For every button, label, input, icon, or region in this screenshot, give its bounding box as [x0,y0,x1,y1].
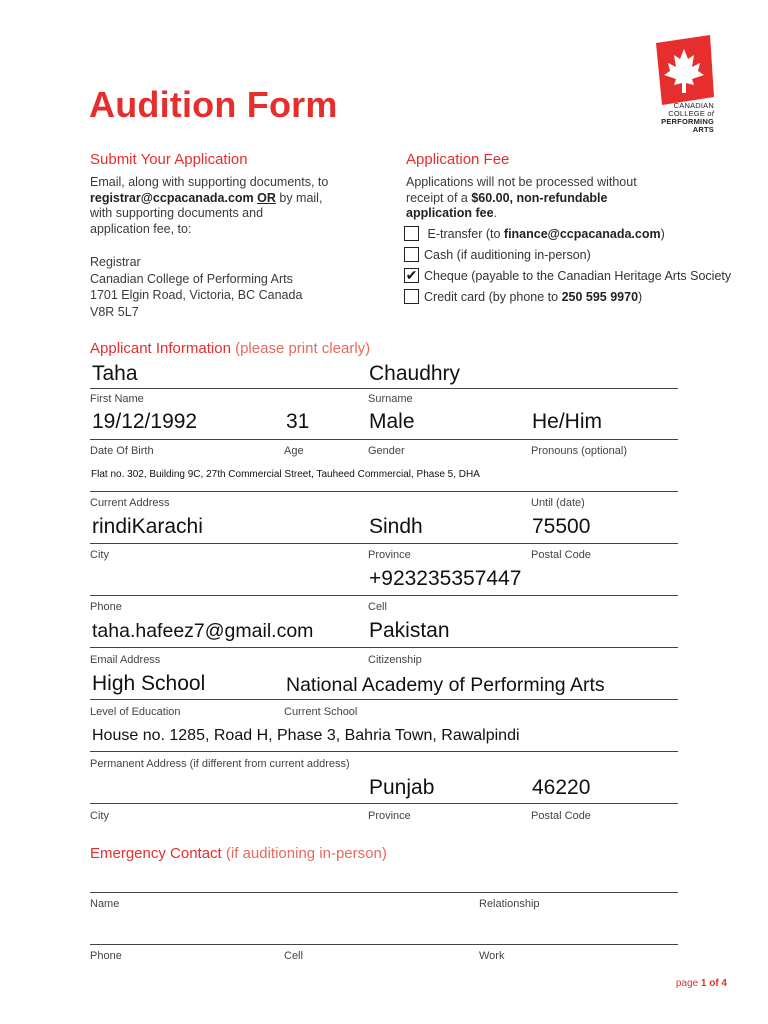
age-field[interactable]: 31 [286,410,310,433]
applicant-heading: Applicant Information (please print clearly) [90,340,371,357]
education-label: Level of Education [90,706,181,718]
divider [90,944,678,945]
fee-option-cheque[interactable]: ✔ Cheque (payable to the Canadian Heritage Arts Society [405,267,732,284]
logo-line3: PERFORMING [661,117,714,126]
submit-heading: Submit Your Application [90,151,248,168]
page-title: Audition Form [89,84,338,125]
education-field[interactable]: High School [92,672,206,695]
cell-label: Cell [368,601,387,613]
divider [90,439,678,440]
gender-label: Gender [368,445,405,457]
until-date-label: Until (date) [531,497,585,509]
divider [90,699,678,700]
divider [90,491,678,492]
divider [90,388,678,389]
divider [90,803,678,804]
city-field[interactable]: rindiKarachi [92,515,203,538]
college-logo [648,35,728,143]
province-label: Province [368,549,411,561]
maple-leaf-icon [648,35,714,105]
permanent-address-label: Permanent Address (if different from current address) [90,758,350,770]
checkbox[interactable] [404,226,419,241]
logo-line2: COLLEGE of [668,109,714,118]
fee-option-cash[interactable]: Cash (if auditioning in-person) [404,246,754,264]
perm-city-label: City [90,810,109,822]
emergency-phone-label: Phone [90,950,122,962]
fee-option-etransfer[interactable]: E-transfer (to finance@ccpacanada.com) [404,225,754,243]
divider [90,892,678,893]
fee-option-credit-card[interactable]: Credit card (by phone to 250 595 9970) [404,288,754,306]
email-field[interactable]: taha.hafeez7@gmail.com [92,620,314,642]
registrar-email: registrar@ccpacanada.com [90,190,254,205]
current-address-field[interactable]: Flat no. 302, Building 9C, 27th Commercial Street, Tauheed Commercial, Phase 5, DHA [91,469,480,480]
current-school-field[interactable]: National Academy of Performing Arts [286,674,605,696]
postal-code-field[interactable]: 75500 [532,515,591,538]
dob-label: Date Of Birth [90,445,154,457]
emergency-heading: Emergency Contact (if auditioning in-person) [90,845,387,862]
emergency-relationship-label: Relationship [479,898,540,910]
perm-province-field[interactable]: Punjab [369,776,435,799]
checkbox-checked[interactable] [404,268,419,283]
perm-postal-code-label: Postal Code [531,810,591,822]
perm-postal-code-field[interactable]: 46220 [532,776,591,799]
emergency-cell-label: Cell [284,950,303,962]
city-label: City [90,549,109,561]
check-icon: ✔ [405,267,418,284]
dob-field[interactable]: 19/12/1992 [92,410,198,433]
citizenship-field[interactable]: Pakistan [369,619,450,642]
pronouns-field[interactable]: He/Him [532,410,603,433]
age-label: Age [284,445,304,457]
gender-field[interactable]: Male [369,410,415,433]
logo-line1: CANADIAN [673,101,714,110]
emergency-name-label: Name [90,898,120,910]
surname-field[interactable]: Chaudhry [369,362,461,385]
checkbox[interactable] [404,289,419,304]
mailing-address: Registrar Canadian College of Performing Arts 1701 Elgin Road, Victoria, BC Canada V8R 5L7 [90,255,303,319]
divider [90,595,678,596]
fee-instructions: Applications will not be processed without receipt of a $60.00, non-refundable application fee. [406,175,637,220]
postal-code-label: Postal Code [531,549,591,561]
citizenship-label: Citizenship [368,654,422,666]
divider [90,543,678,544]
current-school-label: Current School [284,706,358,718]
surname-label: Surname [368,393,413,405]
submit-instructions: Email, along with supporting documents, to registrar@ccpacanada.com OR by mail, with supporting documents and application fee, to: [90,175,329,236]
page-number: page 1 of 4 [675,978,727,989]
emergency-work-label: Work [479,950,505,962]
logo-line4: ARTS [692,125,714,134]
first-name-label: First Name [90,393,144,405]
permanent-address-field[interactable]: House no. 1285, Road H, Phase 3, Bahria Town, Rawalpindi [92,727,520,744]
province-field[interactable]: Sindh [369,515,423,538]
perm-province-label: Province [368,810,411,822]
pronouns-label: Pronouns (optional) [531,445,628,457]
email-label: Email Address [90,654,161,666]
current-address-label: Current Address [90,497,170,509]
divider [90,647,678,648]
cell-field[interactable]: +923235357447 [369,567,522,590]
divider [90,751,678,752]
first-name-field[interactable]: Taha [92,362,138,385]
checkbox[interactable] [404,247,419,262]
phone-label: Phone [90,601,122,613]
fee-heading: Application Fee [406,151,510,168]
fee-options [404,225,754,306]
